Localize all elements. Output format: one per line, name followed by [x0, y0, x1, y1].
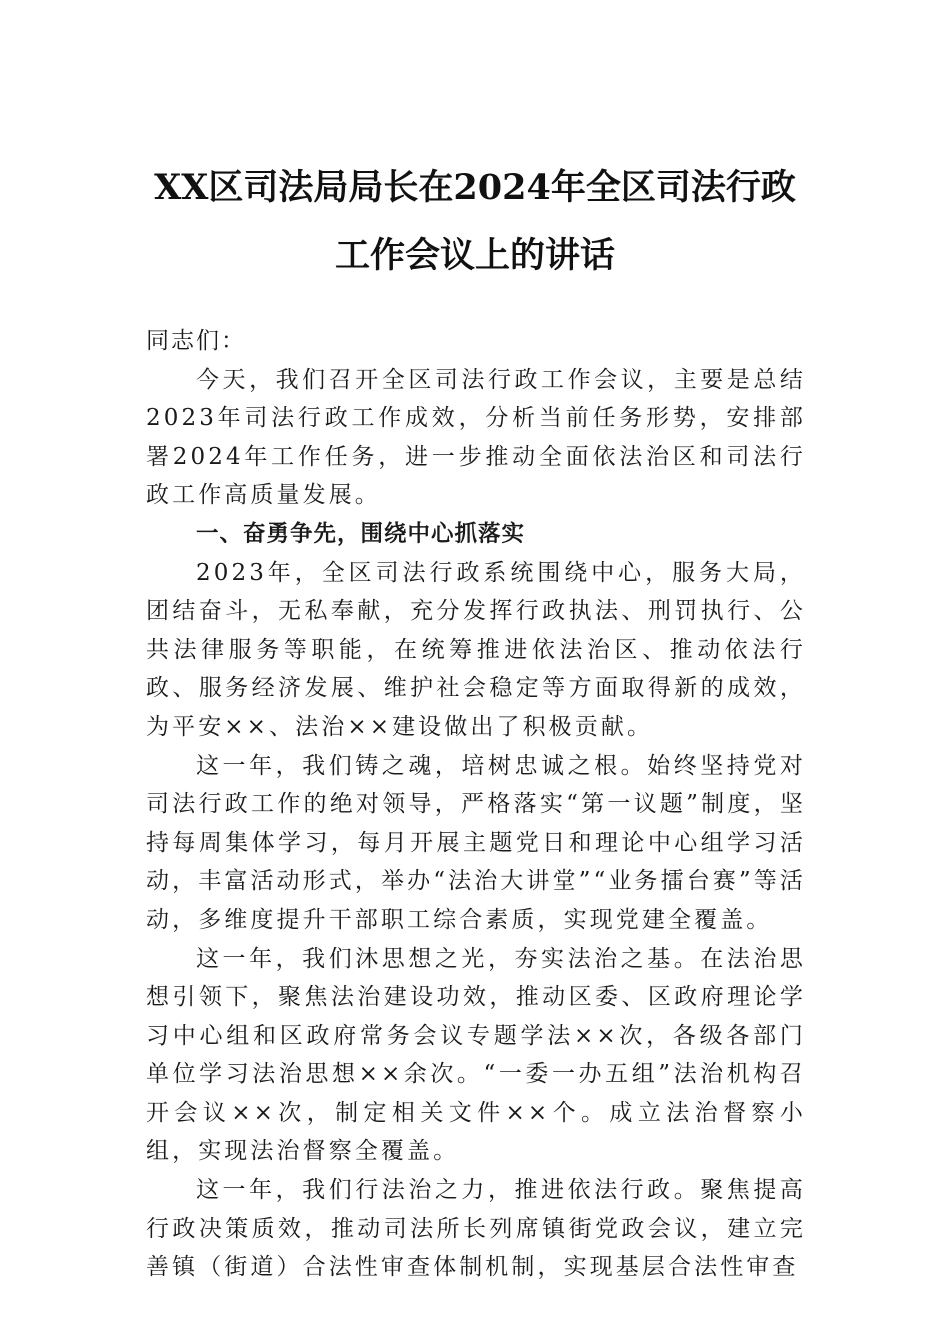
- paragraph-party-building: 这一年，我们铸之魂，培树忠诚之根。始终坚持党对司法行政工作的绝对领导，严格落实“第一议题”制度，坚持每周集体学习，每月开展主题党日和理论中心组学习活动，丰富活动形式，举办“法治大讲堂”“业务擂台赛”等活动，多维度提升干部职工综合素质，实现党建全覆盖。: [146, 752, 806, 933]
- section-heading-1: 一、奋勇争先，围绕中心抓落实: [196, 520, 526, 547]
- document-title-line-2: 工作会议上的讲话: [334, 235, 615, 276]
- paragraph-administration-by-law: 这一年，我们行法治之力，推进依法行政。聚焦提高行政决策质效，推动司法所长列席镇街党政会议，建立完善镇（街道）合法性审查体制机制，实现基层合法性审查: [146, 1177, 806, 1281]
- paragraph-rule-of-law-thought: 这一年，我们沐思想之光，夯实法治之基。在法治思想引领下，聚焦法治建设功效，推动区委、区政府理论学习中心组和区政府常务会议专题学法××次，各级各部门单位学习法治思想××余次。“一委一办五组”法治机构召开会议××次，制定相关文件××个。成立法治督察小组，实现法治督察全覆盖。: [146, 945, 806, 1165]
- salutation: 同志们：: [146, 328, 246, 354]
- document-body: [146, 322, 806, 1287]
- paragraph-intro: 今天，我们召开全区司法行政工作会议，主要是总结2023年司法行政工作成效，分析当前任务形势，安排部署2024年工作任务，进一步推动全面依法治区和司法行政工作高质量发展。: [146, 366, 806, 509]
- paragraph-overview-2023: 2023年，全区司法行政系统围绕中心，服务大局，团结奋斗，无私奉献，充分发挥行政执法、刑罚执行、公共法律服务等职能，在统筹推进依法治区、推动依法行政、服务经济发展、维护社会稳定等方面取得新的成效，为平安××、法治××建设做出了积极贡献。: [146, 559, 806, 740]
- document-title-line-1: XX区司法局局长在2024年全区司法行政: [154, 167, 796, 208]
